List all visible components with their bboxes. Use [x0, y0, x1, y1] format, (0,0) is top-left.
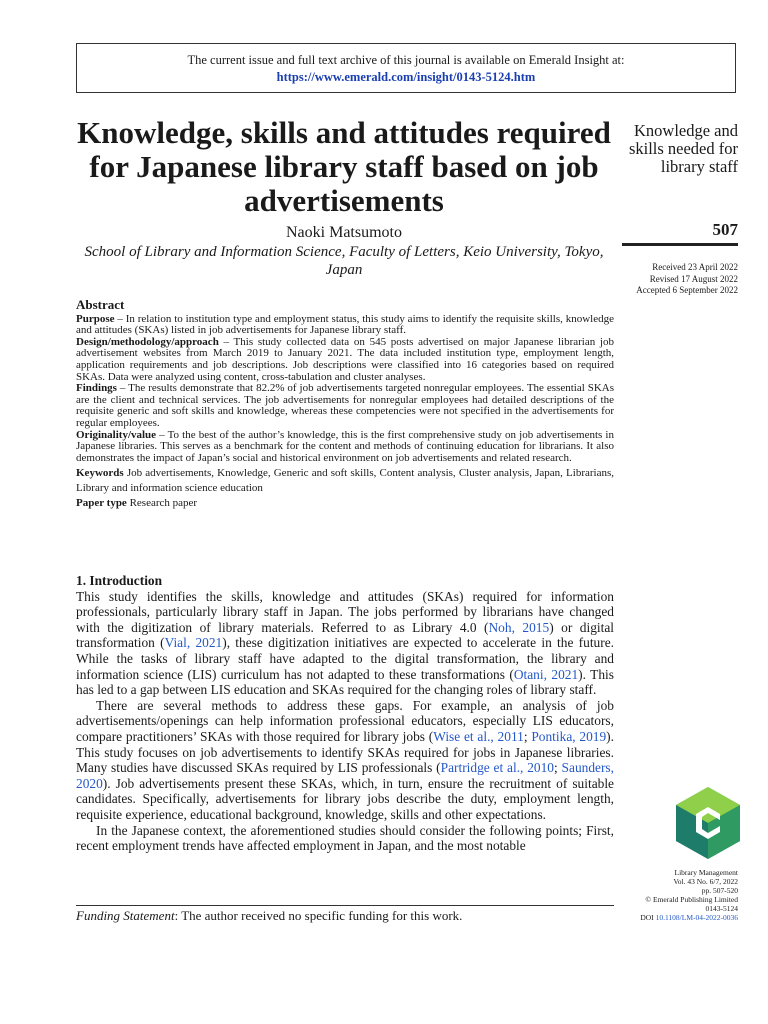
- journal-notice-box: [76, 43, 736, 93]
- text-run: ). This has led to a gap between LIS education and SKAs required for the changing roles of library staff.: [76, 666, 614, 698]
- paper-title: Knowledge, skills and attitudes required for Japanese library staff based on job advertisements: [77, 115, 611, 218]
- journal-issn: 0143-5124: [705, 904, 738, 913]
- abstract-design: [76, 337, 614, 383]
- citation-link[interactable]: Wise et al., 2011: [433, 728, 524, 744]
- text-run: ;: [554, 760, 562, 776]
- journal-doi: [604, 913, 738, 922]
- introduction-section: [76, 573, 614, 854]
- keywords-label: Keywords: [76, 467, 124, 480]
- purpose-text: – In relation to institution type and employment status, this study aims to identify the requisite skills, knowledge and attitudes (SKAs) listed in job advertisements for Japanese library staff.: [76, 312, 614, 337]
- citation-link[interactable]: Vial, 2021: [164, 635, 223, 651]
- citation-link[interactable]: Pontika, 2019: [531, 728, 607, 744]
- author-affiliation: School of Library and Information Science, Faculty of Letters, Keio University, Tokyo, Japan: [84, 244, 604, 278]
- doi-label: DOI: [640, 913, 656, 922]
- design-label: Design/methodology/approach: [76, 335, 219, 348]
- originality-label: Originality/value: [76, 428, 157, 441]
- citation-link[interactable]: Partridge et al., 2010: [440, 760, 554, 776]
- originality-text: – To the best of the author’s knowledge, this is the first comprehensive study on job advertisements in Japanese libraries. This serves as a benchmark for the content and methods of continuing education for librarians. It also demonstrates the impact of Japan’s social and historical environment on job advertisements and related research.: [76, 428, 614, 464]
- abstract-heading: Abstract: [76, 297, 125, 312]
- citation-link[interactable]: Saunders, 2020: [76, 760, 614, 791]
- text-run: ). Job advertisements present these SKAs, which, in turn, ensure the recruitment of suitable candidates. Specifically, advertisements for library jobs describe the duty, employment length, requisite experience, educational background, knowledge, skills and other expectations.: [76, 775, 614, 822]
- journal-pages: pp. 507-520: [701, 886, 738, 895]
- notice-text: The current issue and full text archive of this journal is available on Emerald Insight at:: [187, 53, 625, 67]
- keywords-text: Job advertisements, Knowledge, Generic and soft skills, Content analysis, Cluster analysis, Japan, Librarians, Library and information science education: [76, 467, 614, 495]
- introduction-heading: 1. Introduction: [76, 573, 163, 588]
- journal-info: [604, 868, 738, 922]
- text-run: ). This study focuses on job advertisements to identify SKAs required for jobs in Japanese libraries. Many studies have discussed SKAs required by LIS professionals (: [76, 728, 614, 776]
- abstract-section: [76, 299, 614, 510]
- journal-url-link[interactable]: https://www.emerald.com/insight/0143-5124.htm: [276, 70, 536, 84]
- abstract-findings: [76, 383, 614, 429]
- page-number: 507: [712, 220, 738, 239]
- submission-dates: [600, 262, 738, 297]
- abstract-originality: [76, 430, 614, 465]
- keywords: [76, 466, 614, 496]
- accepted-date: Accepted 6 September 2022: [636, 285, 738, 295]
- received-date: Received 23 April 2022: [652, 262, 738, 272]
- revised-date: Revised 17 August 2022: [649, 273, 738, 284]
- journal-volume: Vol. 43 No. 6/7, 2022: [673, 877, 738, 886]
- intro-paragraph-2: [76, 698, 614, 823]
- funding-text: : The author received no specific funding for this work.: [174, 908, 463, 923]
- text-run: ), these digitization initiatives are expected to accelerate in the future. While the tasks of library staff have adapted to the digital transformation, the library and information science (LIS) curriculum has not adapted to these transformations (: [76, 635, 615, 682]
- journal-publisher: © Emerald Publishing Limited: [645, 895, 738, 904]
- running-title: Knowledge and skills needed for library staff: [628, 121, 738, 176]
- paper-type: [76, 498, 614, 510]
- design-text: – This study collected data on 545 posts advertised on major Japanese librarian job advertisement websites from March 2019 to January 2021. The data included institution type, employment length, application requirements and job descriptions. Job descriptions were classified into 16 categories based on required SKAs. Data were analyzed using content, cross-tabulation and cluster analyses.: [76, 335, 614, 383]
- purpose-label: Purpose: [76, 312, 115, 325]
- text-run: ) or digital transformation (: [76, 619, 614, 651]
- doi-link[interactable]: 10.1108/LM-04-2022-0036: [655, 913, 738, 922]
- citation-link[interactable]: Otani, 2021: [513, 666, 579, 682]
- footnote-divider: [76, 905, 614, 906]
- journal-name: Library Management: [674, 868, 738, 877]
- intro-paragraph-1: [76, 589, 614, 698]
- side-divider: [622, 243, 738, 246]
- author-name: Naoki Matsumoto: [286, 224, 402, 241]
- citation-link[interactable]: Noh, 2015: [488, 619, 550, 635]
- funding-footnote: [76, 908, 614, 924]
- text-run: ;: [523, 728, 532, 744]
- emerald-logo-icon: [676, 787, 740, 859]
- findings-text: – The results demonstrate that 82.2% of job advertisements targeted nonregular employees. The essential SKAs are the client and technical services. The job advertisements for nonregular employees had detailed descriptions of the requisite generic and soft skills and knowledge, whereas these competencies were not specified in the advertisements for regular employees.: [76, 382, 614, 429]
- paper-type-text: Research paper: [126, 497, 198, 510]
- abstract-purpose: [76, 314, 614, 337]
- text-run: This study identifies the skills, knowledge and attitudes (SKAs) required for information professionals, particularly library staff in Japan. The jobs performed by librarians have changed with the digitization of library materials. Referred to as Library 4.0 (: [76, 588, 614, 635]
- funding-label: Funding Statement: [76, 908, 175, 923]
- findings-label: Findings: [76, 382, 117, 395]
- intro-paragraph-3: In the Japanese context, the aforementioned studies should consider the following points; First, recent employment trends have affected employment in Japan, and the most notable: [76, 822, 614, 854]
- text-run: There are several methods to address these gaps. For example, an analysis of job advertisements/openings can help information professional educators, especially LIS educators, compare practitioners’ SKAs with those required for library jobs (: [76, 697, 614, 744]
- paper-type-label: Paper type: [76, 497, 127, 510]
